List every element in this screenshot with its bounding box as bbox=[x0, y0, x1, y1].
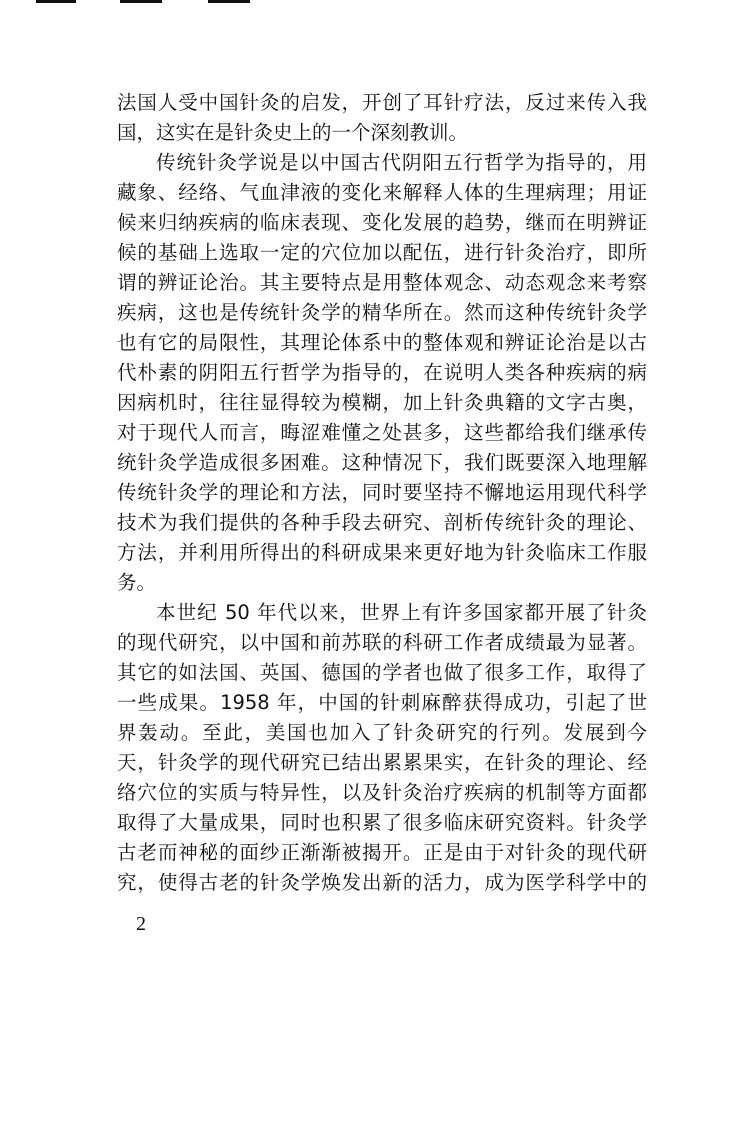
text-line: 候来归纳疾病的临床表现、变化发展的趋势，继而在明辨证 bbox=[117, 211, 647, 234]
text-line: 界轰动。至此，美国也加入了针灸研究的行列。发展到今 bbox=[117, 721, 647, 744]
text-line: 法国人受中国针灸的启发，开创了耳针疗法，反过来传入我 bbox=[117, 91, 647, 114]
text-line: 疾病，这也是传统针灸学的精华所在。然而这种传统针灸学 bbox=[117, 301, 647, 324]
text-line: 统针灸学造成很多困难。这种情况下，我们既要深入地理解 bbox=[117, 451, 647, 474]
header-rule-right bbox=[208, 0, 250, 3]
text-line: 藏象、经络、气血津液的变化来解释人体的生理病理；用证 bbox=[117, 181, 647, 204]
header-rule-left bbox=[36, 0, 76, 3]
text-line: 本世纪 50 年代以来，世界上有许多国家都开展了针灸 bbox=[156, 601, 647, 624]
text-line: 古老而神秘的面纱正渐渐被揭开。正是由于对针灸的现代研 bbox=[117, 841, 647, 864]
text-line: 谓的辨证论治。其主要特点是用整体观念、动态观念来考察 bbox=[117, 271, 647, 294]
text-line: 技术为我们提供的各种手段去研究、剖析传统针灸的理论、 bbox=[117, 511, 647, 534]
text-line: 一些成果。1958 年，中国的针刺麻醉获得成功，引起了世 bbox=[117, 691, 647, 714]
text-line: 取得了大量成果，同时也积累了很多临床研究资料。针灸学 bbox=[117, 811, 647, 834]
text-line: 络穴位的实质与特异性，以及针灸治疗疾病的机制等方面都 bbox=[117, 781, 647, 804]
text-line: 天，针灸学的现代研究已结出累累果实，在针灸的理论、经 bbox=[117, 751, 647, 774]
text-line: 也有它的局限性，其理论体系中的整体观和辨证论治是以古 bbox=[117, 331, 647, 354]
header-rule-middle bbox=[120, 0, 162, 3]
page-number: 2 bbox=[136, 913, 146, 935]
text-line: 其它的如法国、英国、德国的学者也做了很多工作，取得了 bbox=[117, 661, 647, 684]
text-line: 因病机时，往往显得较为模糊，加上针灸典籍的文字古奥， bbox=[117, 391, 647, 414]
text-line: 候的基础上选取一定的穴位加以配伍，进行针灸治疗，即所 bbox=[117, 241, 647, 264]
text-line: 方法，并利用所得出的科研成果来更好地为针灸临床工作服 bbox=[117, 541, 647, 564]
text-line: 务。 bbox=[117, 571, 157, 594]
text-line: 传统针灸学的理论和方法，同时要坚持不懈地运用现代科学 bbox=[117, 481, 647, 504]
text-line: 传统针灸学说是以中国古代阴阳五行哲学为指导的，用 bbox=[156, 151, 647, 174]
text-line: 对于现代人而言，晦涩难懂之处甚多，这些都给我们继承传 bbox=[117, 421, 647, 444]
text-line: 的现代研究，以中国和前苏联的科研工作者成绩最为显著。 bbox=[117, 631, 647, 654]
body-text bbox=[117, 88, 647, 898]
text-line: 国，这实在是针灸史上的一个深刻教训。 bbox=[117, 121, 469, 144]
text-line: 究，使得古老的针灸学焕发出新的活力，成为医学科学中的 bbox=[117, 871, 647, 894]
text-line: 代朴素的阴阳五行哲学为指导的，在说明人类各种疾病的病 bbox=[117, 361, 647, 384]
